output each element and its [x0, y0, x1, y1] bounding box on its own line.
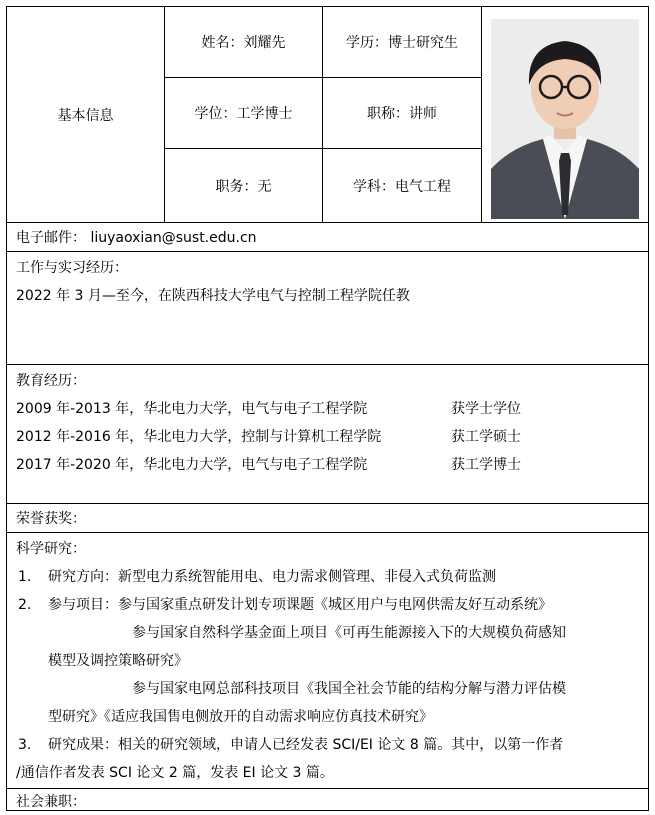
edu-item-1-degree: 获学士学位 — [451, 401, 521, 417]
resume-table — [6, 6, 649, 811]
research-item-1-number: 1. — [18, 569, 32, 585]
border-bottom — [6, 810, 649, 811]
divider-h-research-top — [6, 532, 649, 533]
research-section-label: 科学研究： — [16, 541, 86, 557]
divider-h-honor-top — [6, 503, 649, 504]
divider-h-social-top — [6, 788, 649, 789]
edu-item-3-degree: 获工学博士 — [451, 457, 521, 473]
portrait-illustration — [491, 19, 639, 219]
education-field: 学历：博士研究生 — [346, 35, 458, 51]
research-results: 研究成果：相关的研究领域，申请人已经发表 SCI/EI 论文 8 篇。其中，以第一作者 — [48, 737, 564, 753]
research-item-2-number: 2. — [18, 597, 32, 613]
research-results-cont: /通信作者发表 SCI 论文 2 篇，发表 EI 论文 3 篇。 — [16, 765, 334, 781]
discipline-field: 学科：电气工程 — [353, 178, 451, 195]
position-field: 职务：无 — [215, 178, 272, 195]
edu-item-1: 2009 年-2013 年，华北电力大学，电气与电子工程学院 — [16, 401, 368, 417]
border-right — [648, 6, 649, 811]
social-section-label: 社会兼职： — [16, 794, 86, 810]
email-field: 电子邮件： liuyaoxian@sust.edu.cn — [16, 230, 257, 246]
work-section-label: 工作与实习经历： — [16, 260, 128, 276]
research-project-3-cont: 型研究》《适应我国售电侧放开的自动需求响应仿真技术研究》 — [48, 709, 433, 725]
research-project-3: 参与国家电网总部科技项目《我国全社会节能的结构分解与潜力评估模 — [132, 681, 566, 697]
honors-section-label: 荣誉获奖： — [16, 511, 86, 527]
divider-h-work-top — [6, 251, 649, 252]
basic-info-label: 基本信息 — [57, 107, 114, 124]
degree-field: 学位：工学博士 — [194, 106, 293, 122]
research-project-2: 参与国家自然科学基金面上项目《可再生能源接入下的大规模负荷感知 — [132, 625, 566, 641]
edu-item-2-degree: 获工学硕士 — [451, 429, 521, 445]
work-item: 2022 年 3 月—至今，在陕西科技大学电气与控制工程学院任教 — [16, 288, 410, 304]
edu-item-2: 2012 年-2016 年，华北电力大学，控制与计算机工程学院 — [16, 429, 382, 445]
divider-h-edu-top — [6, 364, 649, 365]
research-project-2-cont: 模型及调控策略研究》 — [48, 653, 188, 669]
portrait-photo — [491, 19, 639, 219]
edu-section-label: 教育经历： — [16, 373, 86, 389]
research-item-3-number: 3. — [18, 737, 32, 753]
name-field: 姓名：刘耀先 — [201, 35, 286, 51]
divider-v3 — [481, 6, 482, 222]
research-direction: 研究方向：新型电力系统智能用电、电力需求侧管理、非侵入式负荷监测 — [48, 569, 496, 585]
title-field: 职称：讲师 — [367, 106, 437, 122]
research-project-1: 参与项目：参与国家重点研发计划专项课题《城区用户与电网供需友好互动系统》 — [48, 597, 552, 613]
divider-h-email-top — [6, 222, 649, 223]
edu-item-3: 2017 年-2020 年，华北电力大学，电气与电子工程学院 — [16, 457, 368, 473]
